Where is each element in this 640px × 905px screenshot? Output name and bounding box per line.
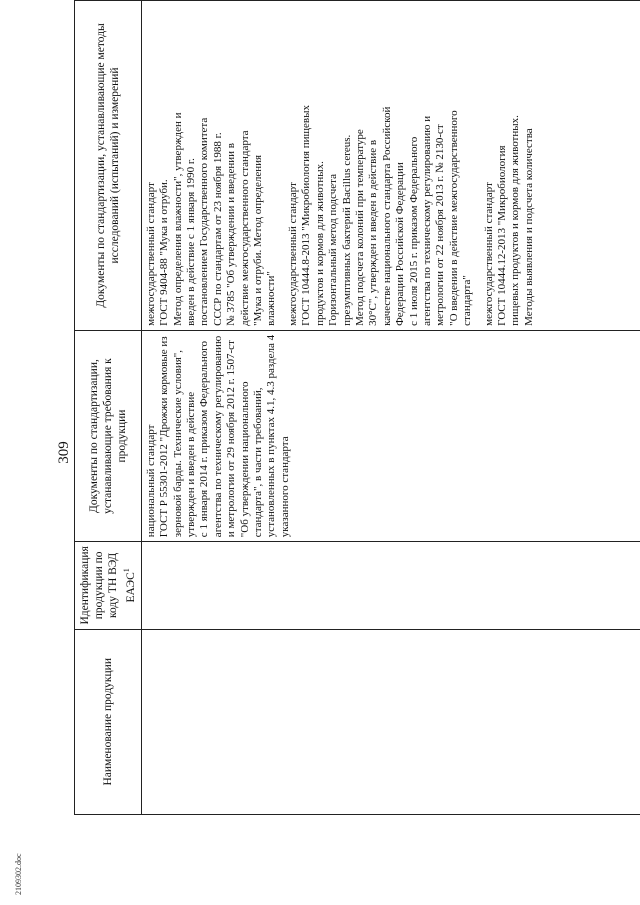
- method-line: ГОСТ 9404-88 "Мука и отруби.: [158, 179, 171, 326]
- requirements-line: стандарта", в части требований,: [252, 387, 265, 538]
- requirements-line: зерновой барды. Технические условия",: [171, 349, 184, 538]
- method-line: "О введении в действие межгосударственного: [447, 110, 460, 326]
- cell-methods: [141, 1, 640, 331]
- header-product-name: Наименование продукции: [75, 629, 142, 814]
- method-block-gost-10444-8: [287, 5, 475, 326]
- method-line: ГОСТ 10444.12-2013 "Микробиология: [495, 145, 508, 326]
- method-line: презумптивных бактерий Bacillus cereus.: [340, 134, 353, 326]
- page-number: 309: [56, 441, 72, 464]
- method-line: 30°С", утвержден и введен в действие в: [367, 139, 380, 326]
- header-methods-docs: Документы по стандартизации, устанавливающие методы исследований (испытаний) и измерений: [75, 1, 142, 331]
- method-line: "Мука и отруби. Метод определения: [252, 154, 265, 326]
- table-row: [141, 1, 640, 815]
- requirements-line: утвержден и введен в действие: [185, 391, 198, 538]
- requirements-line: установленных в пунктах 4.1, 4.3 раздела 4: [265, 334, 278, 538]
- cell-product-name: [141, 629, 640, 814]
- requirements-line: агентства по техническому регулированию: [211, 335, 224, 538]
- method-line: действие межгосударственного стандарта: [238, 130, 251, 326]
- requirements-line: ГОСТ Р 55301-2012 "Дрожжи кормовые из: [158, 336, 171, 538]
- method-line: Горизонтальный метод подсчета: [327, 174, 340, 326]
- requirements-line: указанного стандарта: [278, 436, 291, 538]
- footer-filename: 2109302.doc: [14, 853, 23, 895]
- method-line: качестве национального стандарта Российской: [380, 106, 393, 326]
- header-tnved-code-text: Идентификация продукции по коду ТН ВЭД ЕАЭС: [79, 546, 137, 625]
- method-line: № 3785 "Об утверждении и введении в: [225, 143, 238, 326]
- requirements-line: "Об утверждении национального: [238, 381, 251, 538]
- method-line: ГОСТ 10444.8-2013 "Микробиология пищевых: [300, 105, 313, 326]
- method-line: агентства по техническому регулированию и: [420, 115, 433, 326]
- standards-table: [74, 0, 640, 815]
- method-line: Федерации Российской Федерации: [394, 162, 407, 326]
- cell-requirements: [141, 330, 640, 541]
- method-line: метрологии от 22 ноября 2013 г. № 2130-ст: [434, 124, 447, 326]
- method-line: введен в действие с 1 января 1990 г.: [185, 158, 198, 326]
- method-line: стандарта": [461, 275, 474, 326]
- method-line: межгосударственный стандарт: [482, 182, 495, 326]
- header-tnved-code: [75, 542, 142, 629]
- requirements-line: и метрологии от 29 ноября 2012 г. 1507-ст: [225, 340, 238, 538]
- method-block-gost-10444-12: [483, 5, 537, 326]
- method-block-gost-9404: [145, 5, 279, 326]
- method-line: Метод определения влажности", утвержден и: [171, 112, 184, 326]
- requirements-line: с 1 января 2014 г. приказом Федерального: [198, 340, 211, 538]
- footnote-mark: 1: [122, 568, 131, 573]
- method-line: влажности": [265, 271, 278, 326]
- method-line: с 1 июля 2015 г. приказом Федерального: [407, 136, 420, 326]
- header-requirements-docs: Документы по стандартизации, устанавливающие требования к продукции: [75, 330, 142, 541]
- method-line: Методы выявления и подсчета количества: [522, 128, 535, 326]
- method-line: продуктов и кормов для животных.: [313, 161, 326, 326]
- method-line: пищевых продуктов и кормов для животных.: [509, 115, 522, 326]
- requirements-line: национальный стандарт: [144, 424, 157, 538]
- table-header-row: [75, 1, 142, 815]
- method-line: межгосударственный стандарт: [144, 182, 157, 326]
- method-line: межгосударственный стандарт: [286, 182, 299, 326]
- cell-tnved-code: [141, 542, 640, 629]
- method-line: постановлением Государственного комитета: [198, 117, 211, 326]
- method-line: Метод подсчета колоний при температуре: [353, 129, 366, 326]
- method-line: СССР по стандартам от 23 ноября 1988 г.: [211, 132, 224, 326]
- requirements-block: [145, 335, 292, 537]
